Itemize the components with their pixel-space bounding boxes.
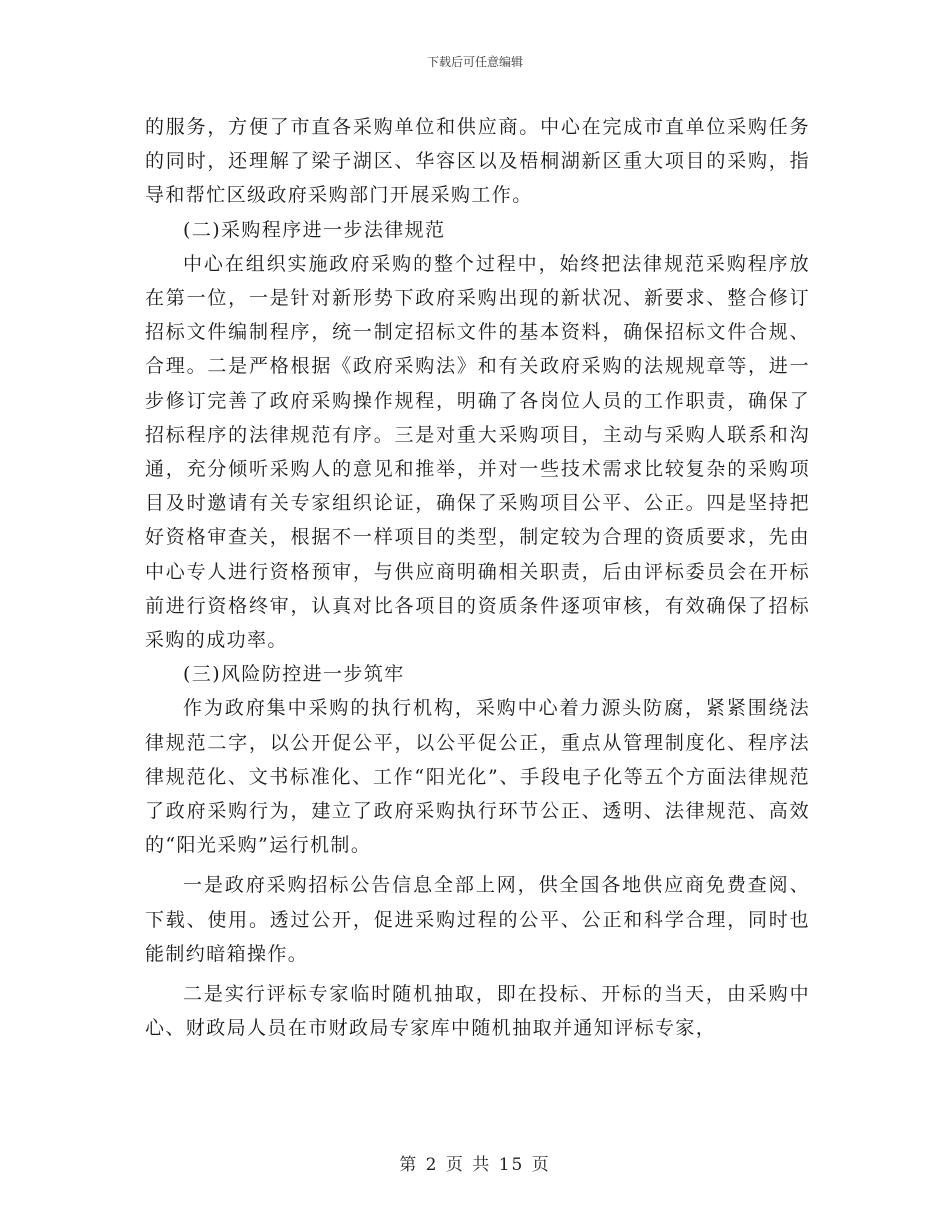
paragraph-risk-control: 作为政府集中采购的执行机构，采购中心着力源头防腐，紧紧围绕法律规范二字，以公开促公平，以公平促公正，重点从管理制度化、程序法律规范化、文书标准化、工作“阳光化”、手段电子化等五个方面法律规范了政府采购行为，建立了政府采购执行环节公正、透明、法律规范、高效的“阳光采购”运行机制。 (145, 697, 810, 857)
section-heading-2: (二)采购程序进一步法律规范 (183, 218, 446, 241)
paragraph-continued: 的服务，方便了市直各采购单位和供应商。中心在完成市直单位采购任务的同时，还理解了梁子湖区、华容区以及梧桐湖新区重大项目的采购，指导和帮忙区级政府采购部门开展采购工作。 (145, 116, 810, 207)
footer-prefix: 第 (399, 1155, 419, 1175)
page-header: 下载后可任意编辑 (426, 55, 523, 69)
section-heading-3: (三)风险防控进一步筑牢 (183, 663, 405, 686)
footer-suffix: 页 (531, 1155, 551, 1175)
page-footer (0, 1154, 950, 1176)
footer-total-pages: 15 (498, 1155, 525, 1175)
document-body (145, 110, 810, 1045)
footer-page-number: 2 (425, 1155, 439, 1175)
paragraph-public-announcement: 一是政府采购招标公告信息全部上网，供全国各地供应商免费查阅、下载、使用。透过公开，促进采购过程的公平、公正和科学合理，同时也能制约暗箱操作。 (145, 874, 810, 965)
paragraph-procurement-procedure: 中心在组织实施政府采购的整个过程中，始终把法律规范采购程序放在第一位，一是针对新形势下政府采购出现的新状况、新要求、整合修订招标文件编制程序，统一制定招标文件的基本资料，确保招标文件合规、合理。二是严格根据《政府采购法》和有关政府采购的法规规章等，进一步修订完善了政府采购操作规程，明确了各岗位人员的工作职责，确保了招标程序的法律规范有序。三是对重大采购项目，主动与采购人联系和沟通，充分倾听采购人的意见和推举，并对一些技术需求比较复杂的采购项目及时邀请有关专家组织论证，确保了采购项目公平、公正。四是坚持把好资格审查关，根据不一样项目的类型，制定较为合理的资质要求，先由中心专人进行资格预审，与供应商明确相关职责，后由评标委员会在开标前进行资格终审，认真对比各项目的资质条件逐项审核，有效确保了招标采购的成功率。 (145, 252, 810, 652)
paragraph-expert-selection: 二是实行评标专家临时随机抽取，即在投标、开标的当天，由采购中心、财政局人员在市财政局专家库中随机抽取并通知评标专家， (145, 983, 810, 1040)
footer-middle: 页 共 (445, 1155, 492, 1175)
